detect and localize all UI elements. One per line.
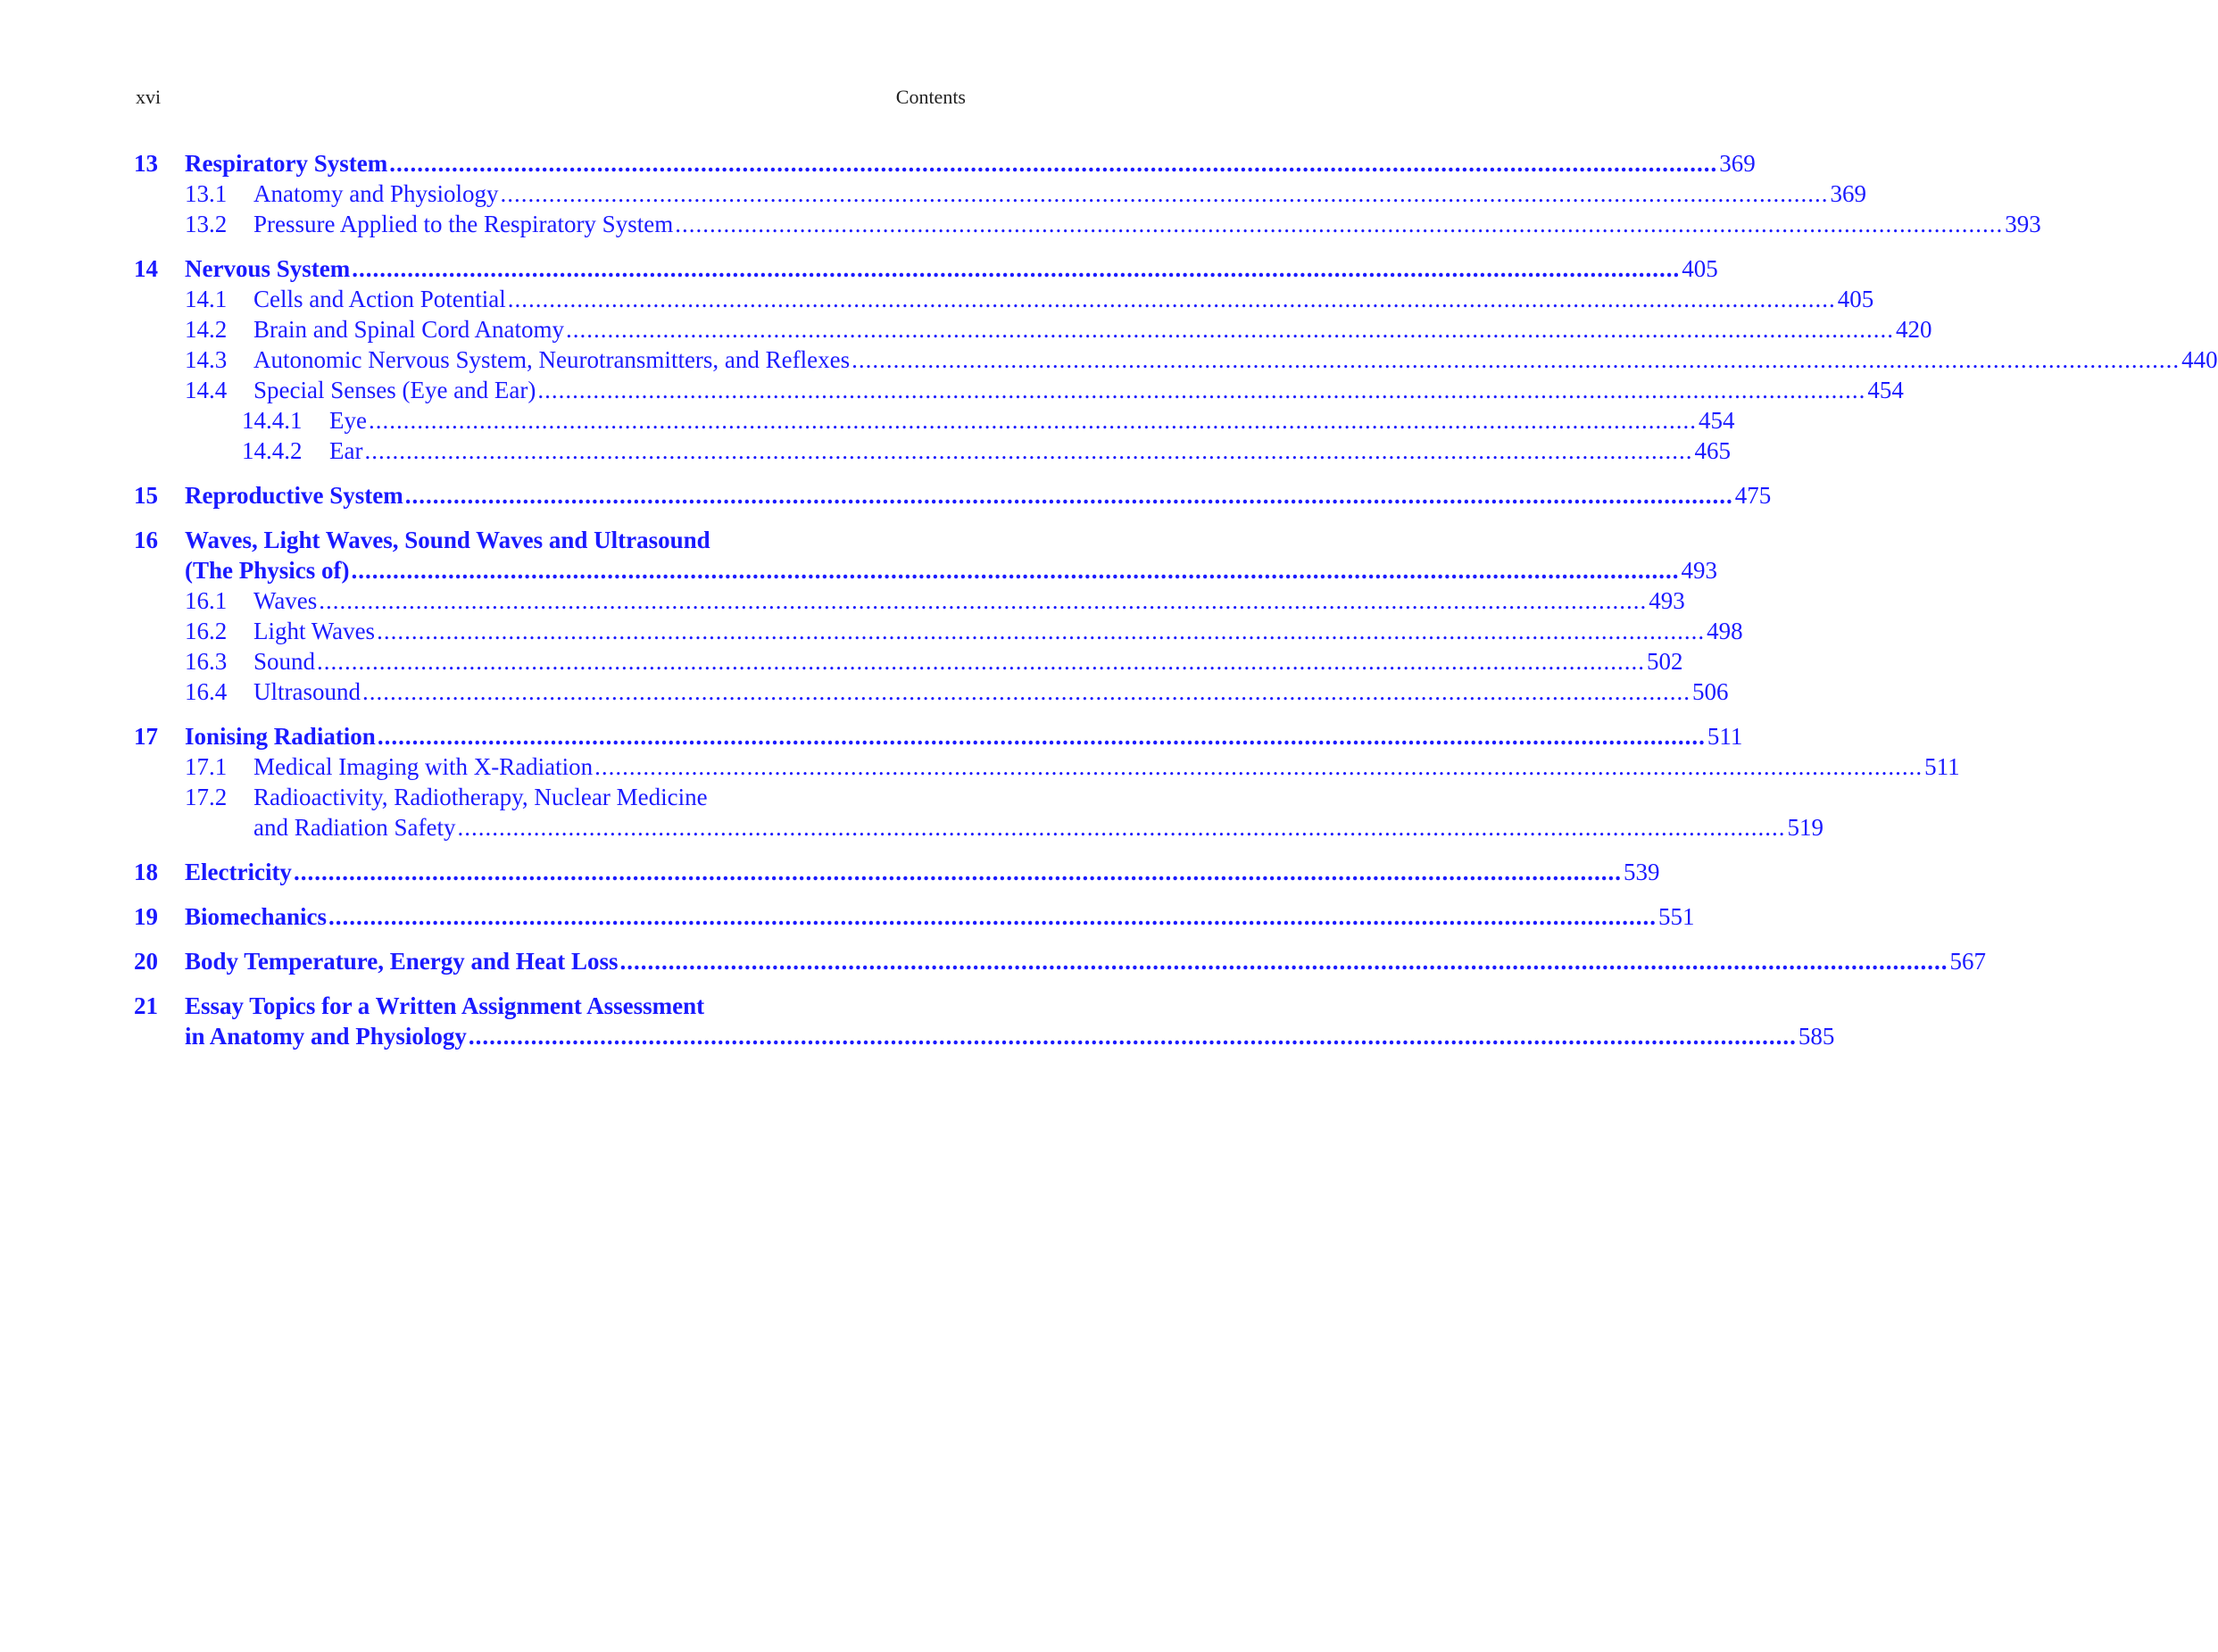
chapter-number: 15 bbox=[134, 482, 158, 509]
section-title[interactable]: Radioactivity, Radiotherapy, Nuclear Medicine bbox=[253, 784, 708, 810]
dot-leader bbox=[508, 284, 1836, 314]
section-number: 16.4 bbox=[185, 678, 228, 705]
dot-leader bbox=[457, 812, 1785, 843]
toc-entry-section-14-4[interactable] bbox=[134, 375, 1904, 405]
toc-entry-chapter-21-line2[interactable] bbox=[134, 1021, 1835, 1051]
toc-entry-chapter-21-line1[interactable] bbox=[134, 991, 966, 1021]
section-number: 14.3 bbox=[185, 346, 228, 373]
chapter-19 bbox=[134, 901, 1695, 932]
toc-entry-section-13-1[interactable] bbox=[134, 178, 1866, 209]
section-number: 14.1 bbox=[185, 286, 228, 312]
dot-leader bbox=[675, 209, 2003, 239]
section-number: 13.1 bbox=[185, 180, 228, 207]
section-number: 16.3 bbox=[185, 648, 228, 675]
section-number: 13.2 bbox=[185, 211, 228, 237]
chapter-14 bbox=[134, 253, 2218, 466]
chapter-title[interactable]: Nervous System bbox=[185, 255, 351, 282]
dot-leader bbox=[389, 148, 1717, 178]
chapter-title[interactable]: Ionising Radiation bbox=[185, 723, 376, 750]
page-ref: 567 bbox=[1949, 948, 1987, 975]
section-title[interactable]: Sound bbox=[253, 648, 316, 675]
chapter-title-continued[interactable]: in Anatomy and Physiology bbox=[185, 1023, 467, 1050]
dot-leader bbox=[317, 646, 1645, 677]
dot-leader bbox=[469, 1021, 1797, 1051]
chapter-title[interactable]: Electricity bbox=[185, 859, 292, 885]
chapter-title[interactable]: Reproductive System bbox=[185, 482, 403, 509]
toc-entry-chapter-16-line2[interactable] bbox=[134, 555, 1717, 585]
dot-leader bbox=[369, 405, 1697, 436]
page-ref: 519 bbox=[1787, 814, 1823, 841]
page-ref: 405 bbox=[1682, 255, 1718, 282]
page-ref: 405 bbox=[1837, 286, 1874, 312]
section-title[interactable]: Brain and Spinal Cord Anatomy bbox=[253, 316, 564, 343]
section-title-continued[interactable]: and Radiation Safety bbox=[253, 814, 456, 841]
page-ref: 539 bbox=[1623, 859, 1660, 885]
toc-entry-chapter-20[interactable] bbox=[134, 946, 1987, 976]
subsection-title[interactable]: Ear bbox=[329, 437, 363, 464]
dot-leader bbox=[620, 946, 1948, 976]
section-number: 14.2 bbox=[185, 316, 228, 343]
toc-entry-section-16-4[interactable] bbox=[134, 677, 1729, 707]
table-of-contents bbox=[134, 148, 2218, 1066]
toc-entry-chapter-16-line1[interactable] bbox=[134, 525, 966, 555]
toc-entry-section-14-3[interactable] bbox=[134, 345, 2218, 375]
section-title[interactable]: Cells and Action Potential bbox=[253, 286, 506, 312]
dot-leader bbox=[378, 721, 1706, 751]
dot-leader bbox=[319, 585, 1647, 616]
page-ref: 465 bbox=[1694, 437, 1731, 464]
toc-entry-section-17-2-line1[interactable] bbox=[134, 782, 966, 812]
toc-entry-subsection-14-4-2[interactable] bbox=[134, 436, 1731, 466]
page-ref: 393 bbox=[2005, 211, 2041, 237]
page-ref: 511 bbox=[1707, 723, 1743, 750]
chapter-16 bbox=[134, 525, 1743, 707]
page-number: xvi bbox=[136, 86, 162, 108]
section-title[interactable]: Medical Imaging with X-Radiation bbox=[253, 753, 594, 780]
chapter-number: 16 bbox=[134, 527, 158, 553]
section-number: 14.4 bbox=[185, 377, 228, 403]
chapter-20 bbox=[134, 946, 1987, 976]
section-title[interactable]: Anatomy and Physiology bbox=[253, 180, 499, 207]
page-ref: 440 bbox=[2181, 346, 2218, 373]
page-ref: 498 bbox=[1707, 618, 1743, 644]
chapter-number: 21 bbox=[134, 992, 158, 1019]
chapter-number: 18 bbox=[134, 859, 158, 885]
chapter-18 bbox=[134, 857, 1660, 887]
toc-entry-section-14-2[interactable] bbox=[134, 314, 1932, 345]
toc-entry-section-17-2-line2[interactable] bbox=[134, 812, 1823, 843]
section-title[interactable]: Waves bbox=[253, 587, 318, 614]
page-ref: 475 bbox=[1734, 482, 1772, 509]
page-ref: 506 bbox=[1691, 678, 1729, 705]
toc-entry-section-17-1[interactable] bbox=[134, 751, 1960, 782]
dot-leader bbox=[594, 751, 1923, 782]
chapter-15 bbox=[134, 480, 1772, 511]
chapter-title[interactable]: Body Temperature, Energy and Heat Loss bbox=[185, 948, 619, 975]
dot-leader bbox=[294, 857, 1622, 887]
page-ref: 502 bbox=[1647, 648, 1683, 675]
page-ref: 493 bbox=[1681, 557, 1717, 584]
toc-entry-subsection-14-4-1[interactable] bbox=[134, 405, 1735, 436]
dot-leader bbox=[501, 178, 1829, 209]
chapter-title[interactable]: Waves, Light Waves, Sound Waves and Ultrasound bbox=[185, 527, 710, 553]
chapter-13 bbox=[134, 148, 2041, 239]
toc-entry-section-14-1[interactable] bbox=[134, 284, 1874, 314]
toc-entry-chapter-13[interactable] bbox=[134, 148, 1756, 178]
page-ref: 493 bbox=[1649, 587, 1685, 614]
section-title[interactable]: Autonomic Nervous System, Neurotransmitters, and Reflexes bbox=[253, 346, 851, 373]
dot-leader bbox=[328, 901, 1657, 932]
dot-leader bbox=[405, 480, 1733, 511]
toc-entry-chapter-18[interactable] bbox=[134, 857, 1660, 887]
subsection-title[interactable]: Eye bbox=[329, 407, 367, 434]
chapter-number: 17 bbox=[134, 723, 158, 750]
page-ref: 585 bbox=[1798, 1023, 1835, 1050]
page-ref: 369 bbox=[1830, 180, 1866, 207]
subsection-number: 14.4.2 bbox=[242, 437, 303, 464]
chapter-number: 13 bbox=[134, 150, 158, 177]
dot-leader bbox=[537, 375, 1865, 405]
dot-leader bbox=[352, 253, 1680, 284]
chapter-title-continued[interactable]: (The Physics of) bbox=[185, 557, 350, 584]
dot-leader bbox=[851, 345, 2180, 375]
toc-entry-section-16-2[interactable] bbox=[134, 616, 1743, 646]
subsection-number: 14.4.1 bbox=[242, 407, 303, 434]
section-title[interactable]: Special Senses (Eye and Ear) bbox=[253, 377, 536, 403]
chapter-title[interactable]: Respiratory System bbox=[185, 150, 388, 177]
section-title[interactable]: Pressure Applied to the Respiratory System bbox=[253, 211, 674, 237]
dot-leader bbox=[352, 555, 1680, 585]
chapter-title[interactable]: Biomechanics bbox=[185, 903, 327, 930]
toc-entry-chapter-14[interactable] bbox=[134, 253, 1718, 284]
chapter-number: 19 bbox=[134, 903, 158, 930]
page-ref: 420 bbox=[1895, 316, 1932, 343]
page-ref: 551 bbox=[1658, 903, 1695, 930]
running-title: Contents bbox=[895, 86, 966, 108]
toc-entry-chapter-17[interactable] bbox=[134, 721, 1743, 751]
section-title[interactable]: Ultrasound bbox=[253, 678, 361, 705]
section-number: 17.1 bbox=[185, 753, 228, 780]
section-number: 16.1 bbox=[185, 587, 228, 614]
toc-entry-section-16-3[interactable] bbox=[134, 646, 1683, 677]
page-header bbox=[136, 86, 966, 112]
toc-entry-chapter-15[interactable] bbox=[134, 480, 1772, 511]
chapter-number: 14 bbox=[134, 255, 158, 282]
dot-leader bbox=[362, 677, 1690, 707]
section-number: 17.2 bbox=[185, 784, 228, 810]
chapter-17 bbox=[134, 721, 1960, 843]
page-ref: 454 bbox=[1867, 377, 1904, 403]
chapter-21 bbox=[134, 991, 1835, 1051]
chapter-number: 20 bbox=[134, 948, 158, 975]
toc-entry-section-16-1[interactable] bbox=[134, 585, 1685, 616]
dot-leader bbox=[377, 616, 1705, 646]
page-ref: 454 bbox=[1698, 407, 1735, 434]
section-number: 16.2 bbox=[185, 618, 228, 644]
page-ref: 369 bbox=[1719, 150, 1756, 177]
dot-leader bbox=[364, 436, 1692, 466]
section-title[interactable]: Light Waves bbox=[253, 618, 376, 644]
toc-entry-section-13-2[interactable] bbox=[134, 209, 2041, 239]
chapter-title[interactable]: Essay Topics for a Written Assignment Assessment bbox=[185, 992, 705, 1019]
toc-entry-chapter-19[interactable] bbox=[134, 901, 1695, 932]
dot-leader bbox=[566, 314, 1894, 345]
page-ref: 511 bbox=[1924, 753, 1960, 780]
